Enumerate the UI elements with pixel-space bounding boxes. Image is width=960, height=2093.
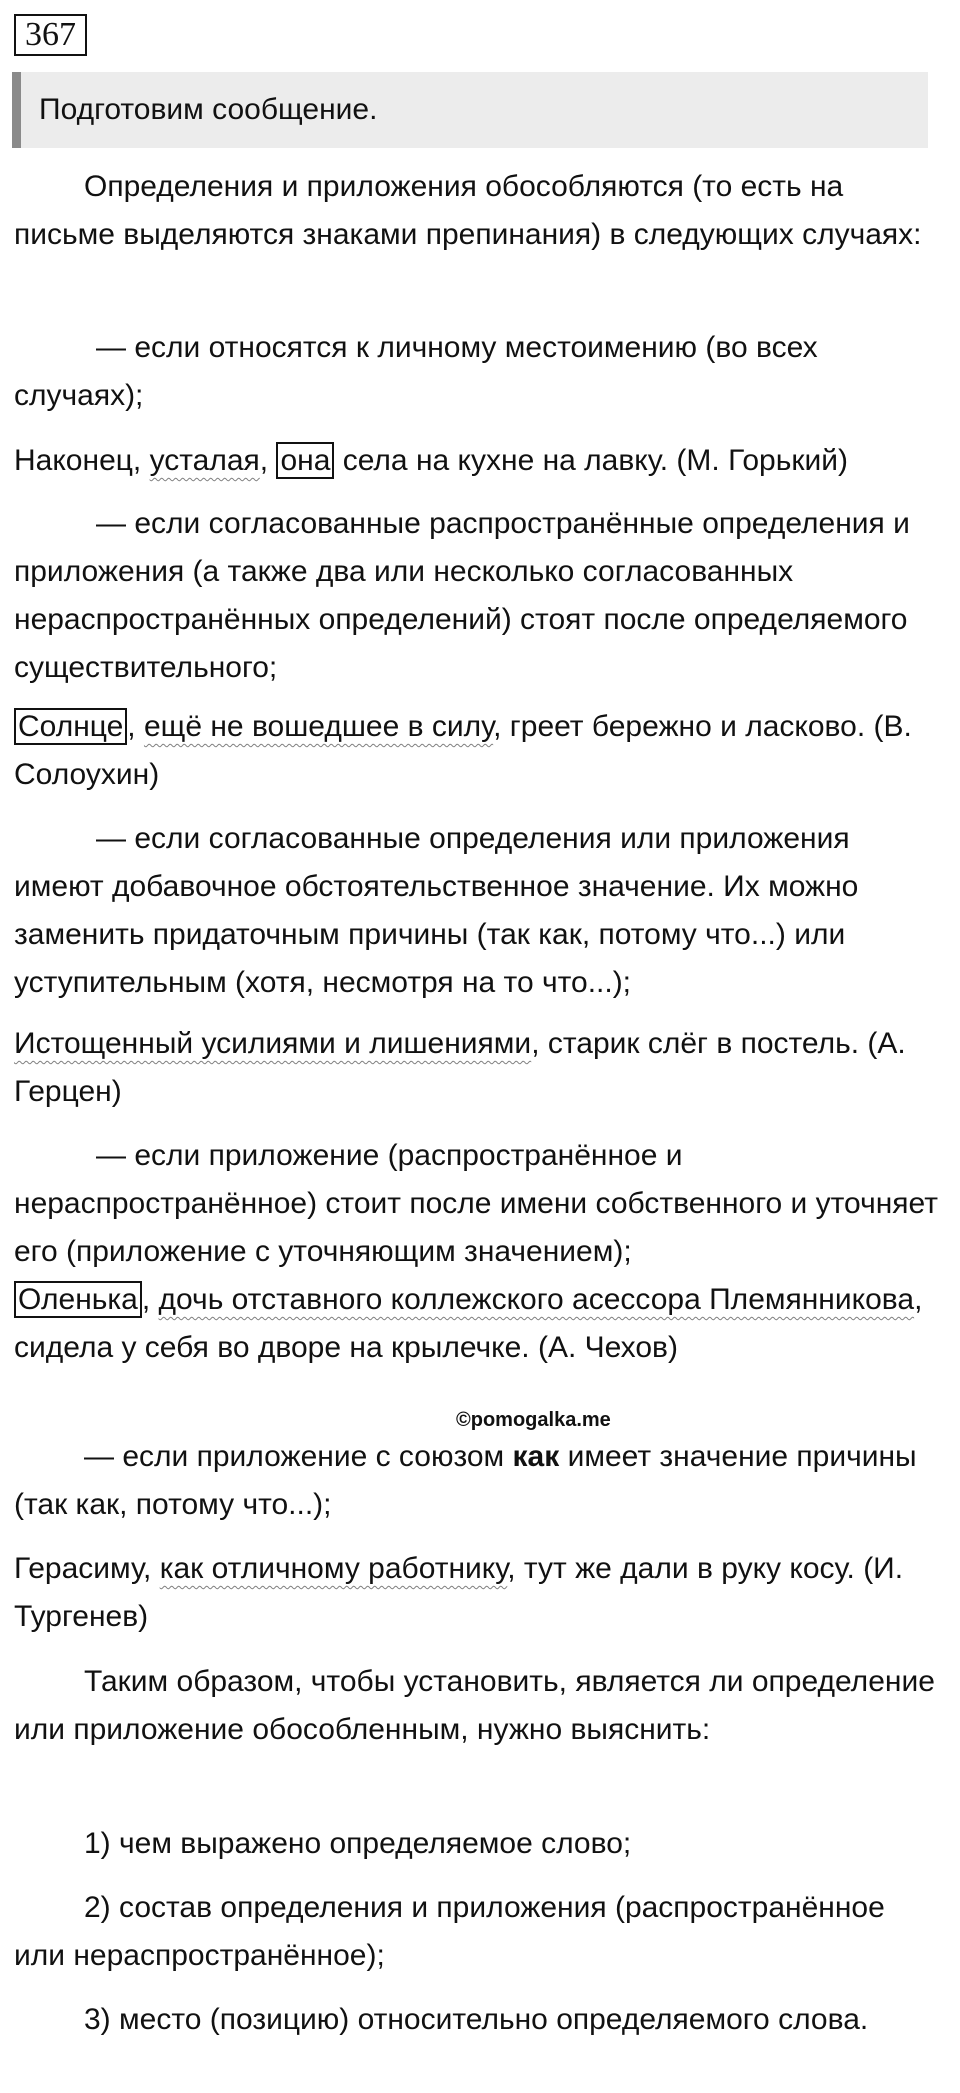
example-4-comma: , bbox=[141, 1283, 159, 1316]
rule-4: — если приложение (распространённое и нераспространённое) стоит после имени собственного и уточняет его (приложение с уточняющим значением); bbox=[14, 1139, 938, 1268]
example-1 bbox=[14, 437, 944, 485]
example-5-appositive: как отличному работнику bbox=[159, 1552, 508, 1585]
example-4-post: , сидела у себя во дворе на крылечке. (А. Чехов) bbox=[14, 1283, 923, 1364]
rule-5-conjunction: как bbox=[512, 1440, 560, 1473]
example-4-appositive: дочь отставного коллежского асессора Племянникова bbox=[158, 1283, 915, 1316]
rule-1: — если относятся к личному местоимению (во всех случаях); bbox=[14, 331, 818, 412]
example-3-definition: Истощенный усилиями и лишениями bbox=[14, 1027, 532, 1060]
task-number: 367 bbox=[14, 14, 87, 56]
list-item-1: 1) чем выражено определяемое слово; bbox=[84, 1827, 632, 1860]
list-item-3: 3) место (позицию) относительно определяемого слова. bbox=[84, 2003, 869, 2036]
example-5-pre: Герасиму, bbox=[14, 1552, 160, 1585]
example-5-post: , тут же дали в руку косу. (И. Тургенев) bbox=[14, 1552, 904, 1633]
example-5 bbox=[14, 1545, 944, 1641]
example-1-defined-word: она bbox=[276, 442, 334, 479]
rule-5 bbox=[14, 1433, 944, 1529]
conclusion-paragraph: Таким образом, чтобы установить, является ли определение или приложение обособленным, нужно выяснить: bbox=[14, 1665, 935, 1746]
example-2-comma: , bbox=[127, 710, 144, 743]
example-1-comma: , bbox=[259, 444, 277, 477]
rule-5-post: имеет значение причины (так как, потому что...); bbox=[14, 1440, 917, 1521]
example-4 bbox=[14, 1276, 944, 1372]
intro-paragraph: Определения и приложения обособляются (то есть на письме выделяются знаками препинания) в следующих случаях: bbox=[14, 170, 922, 251]
list-item-2: 2) состав определения и приложения (распространённое или нераспространённое); bbox=[14, 1891, 885, 1972]
example-1-post: села на кухне на лавку. (М. Горький) bbox=[334, 444, 848, 477]
example-2-definition: ещё не вошедшее в силу bbox=[143, 710, 494, 743]
example-1-pre: Наконец, bbox=[14, 444, 150, 477]
example-1-definition: усталая bbox=[149, 444, 260, 477]
watermark: ©pomogalka.me bbox=[456, 1409, 611, 1431]
rule-3: — если согласованные определения или приложения имеют добавочное обстоятельственное значение. Их можно заменить придаточным причины (так как, потому что...) или уступительным (хотя, несмотря на то что...); bbox=[14, 822, 859, 999]
task-banner: Подготовим сообщение. bbox=[12, 72, 928, 148]
rule-5-pre: — если приложение с союзом bbox=[84, 1440, 513, 1473]
rule-2: — если согласованные распространённые определения и приложения (а также два или несколько согласованных нераспространённых определений) стоят после определяемого существительного; bbox=[14, 507, 910, 684]
example-3 bbox=[14, 1020, 944, 1116]
example-2-post: , греет бережно и ласково. (В. Солоухин) bbox=[14, 710, 912, 791]
example-4-defined-word: Оленька bbox=[14, 1281, 142, 1318]
example-2-defined-word: Солнце bbox=[14, 708, 127, 745]
example-2 bbox=[14, 703, 944, 799]
example-3-post: , старик слёг в постель. (А. Герцен) bbox=[14, 1027, 906, 1108]
